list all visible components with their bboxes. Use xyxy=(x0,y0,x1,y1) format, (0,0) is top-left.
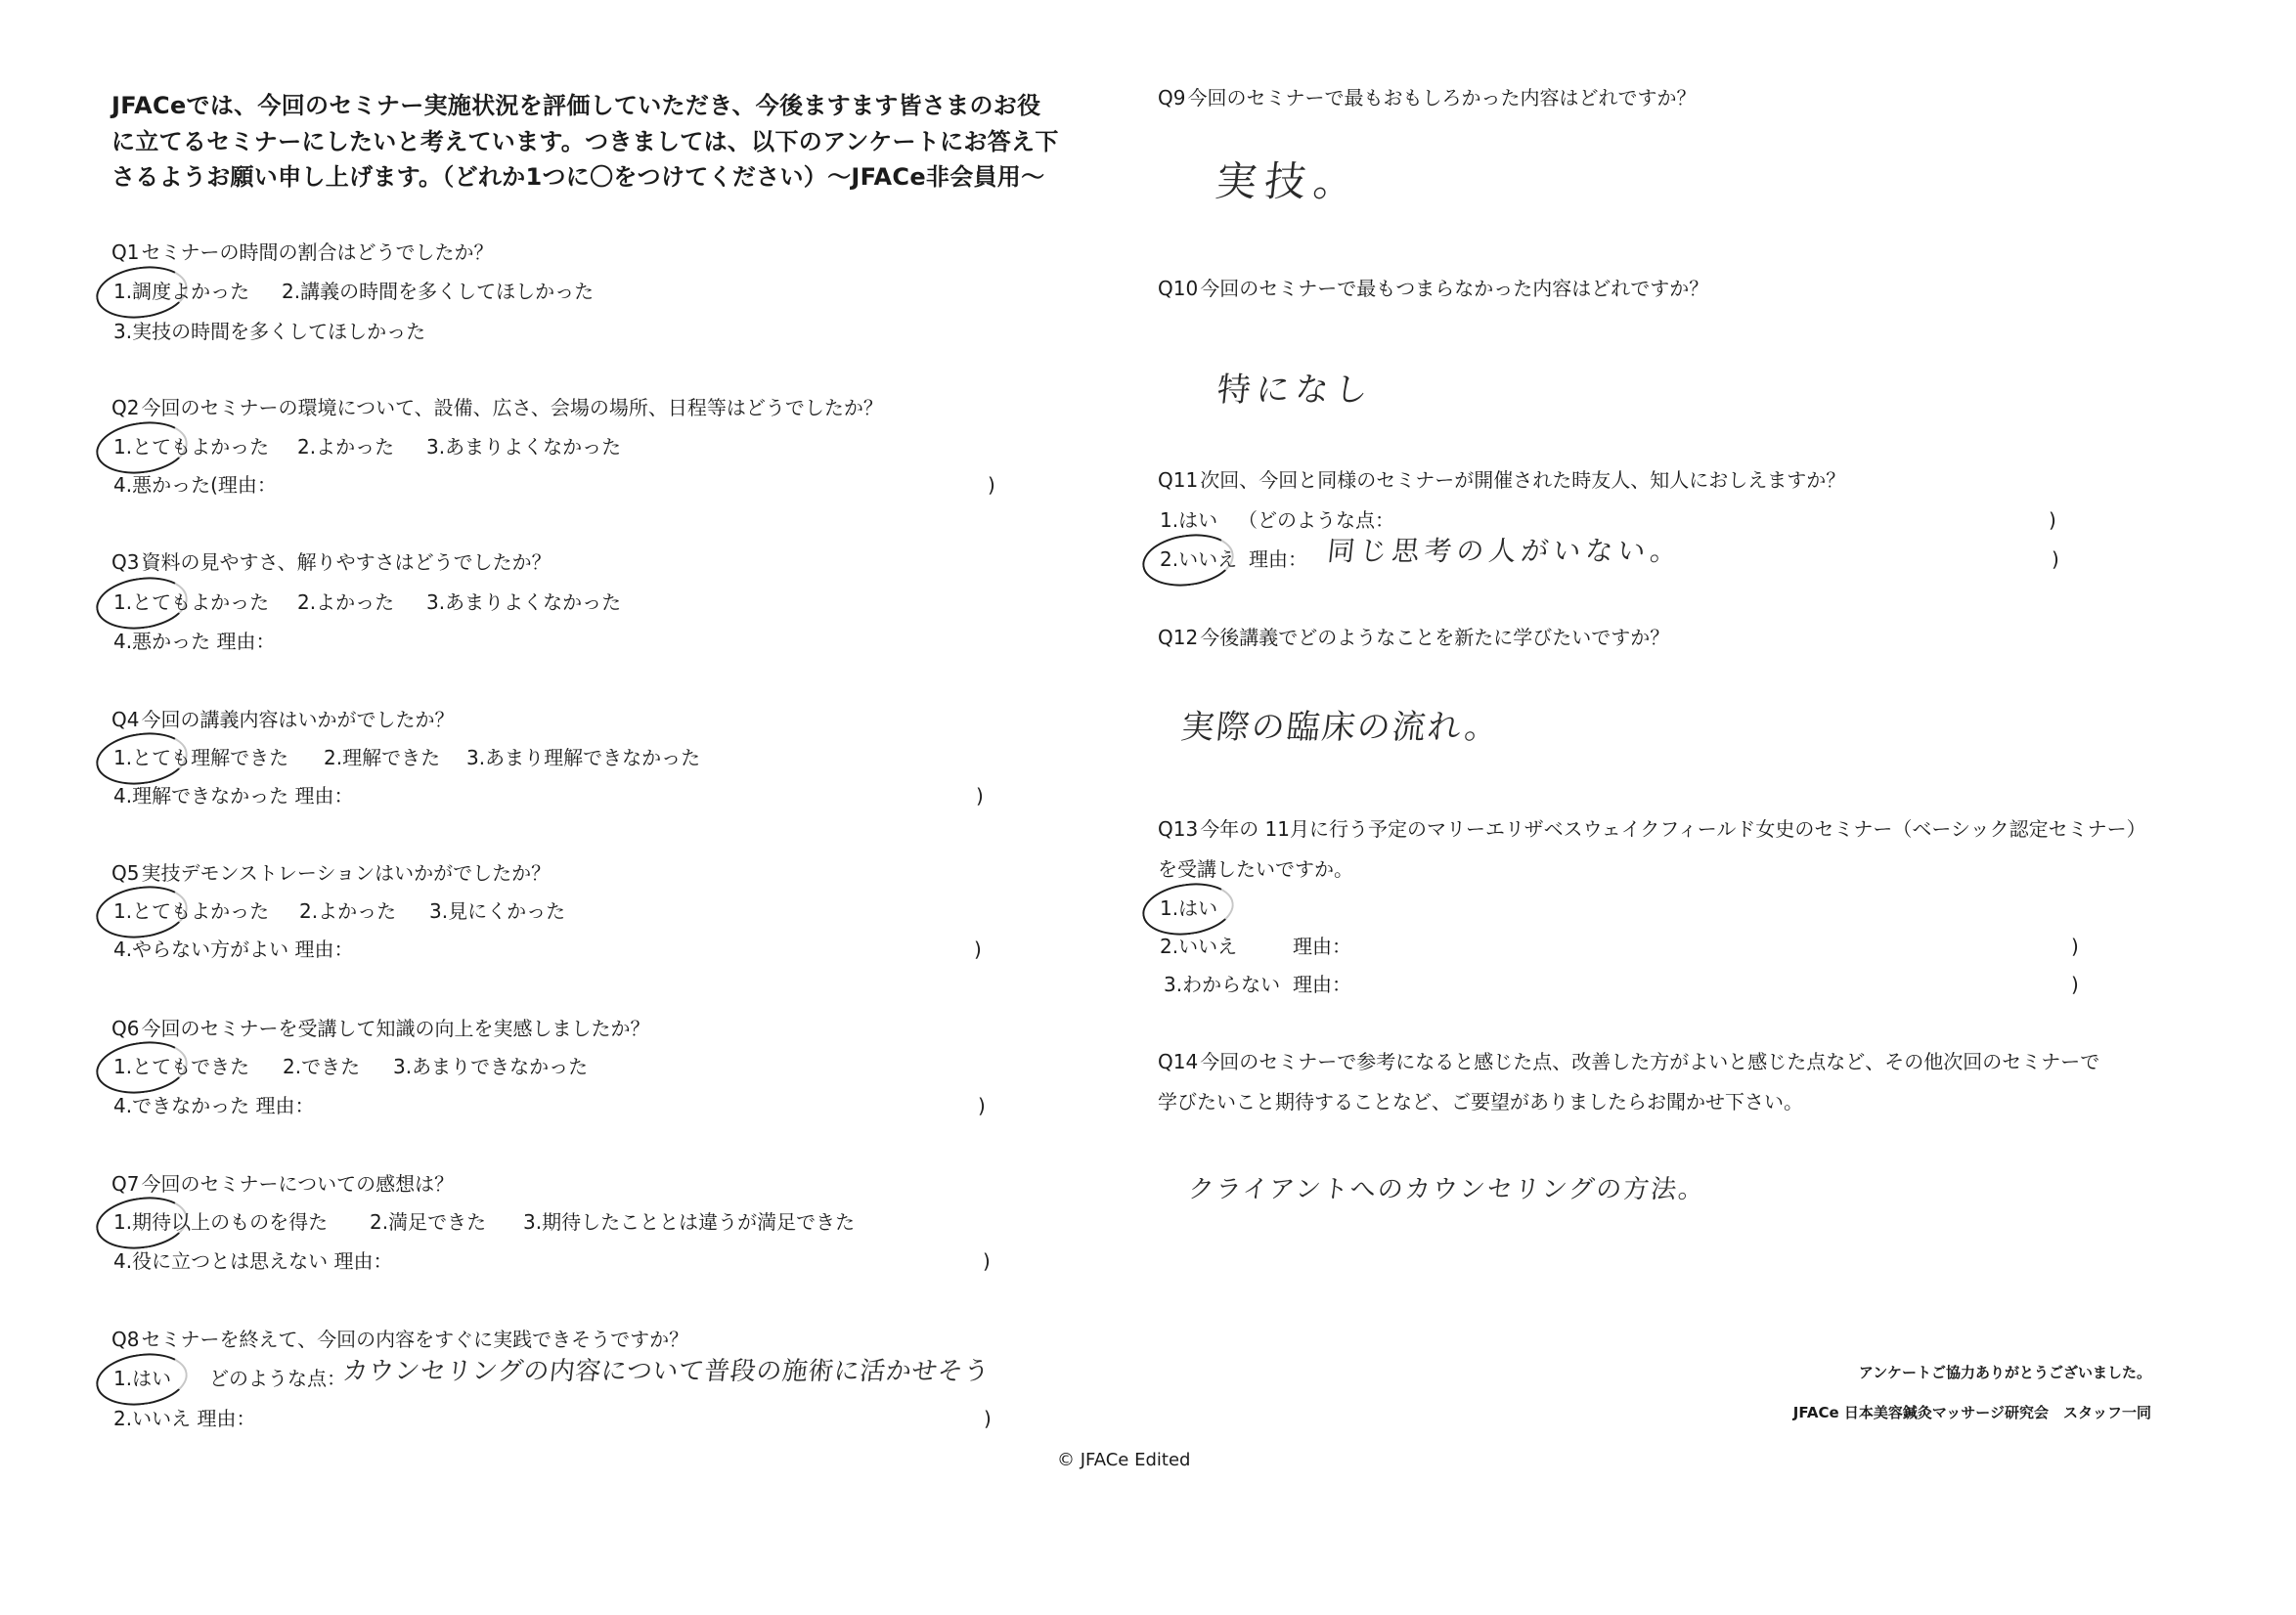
question-number: Q1 xyxy=(111,240,140,264)
reason-close-paren: ) xyxy=(2052,547,2059,571)
question-text: 今回のセミナーの環境について、設備、広さ、会場の場所、日程等はどうでしたか？ xyxy=(141,396,883,419)
option-2: 2.講義の時間を多くしてほしかった xyxy=(282,280,595,303)
reason-close-paren: ) xyxy=(2071,935,2079,958)
option-3: 3.あまりよくなかった xyxy=(426,435,622,458)
question-text: 今回のセミナーで最もおもしろかった内容はどれですか？ xyxy=(1187,86,1697,109)
option-1: 1.とてもよかった xyxy=(113,437,269,457)
question-heading xyxy=(111,398,883,417)
handwritten-answer: カウンセリングの内容について普段の施術に活かせそう xyxy=(340,1357,992,1386)
question-heading xyxy=(1158,279,1708,298)
option-1: 1.はい xyxy=(1160,508,1218,532)
option-2: 2.よかった xyxy=(299,899,397,923)
hand-drawn-circle xyxy=(93,1192,191,1255)
question-number: Q7 xyxy=(111,1172,140,1196)
question-heading xyxy=(111,242,493,262)
option-2: 2.よかった xyxy=(297,590,395,614)
intro-line: さるようお願い申し上げます。（どれか1つに〇をつけてください）～JFACe非会員用～ xyxy=(111,163,1045,191)
option-4: 4.やらない方がよい 理由： xyxy=(113,938,354,961)
reason-close-paren: ) xyxy=(988,473,995,497)
detail-label: （どのような点： xyxy=(1238,508,1394,532)
question-number: Q12 xyxy=(1158,626,1199,649)
option-2: 2.満足できた xyxy=(370,1210,487,1234)
question-heading xyxy=(111,1019,649,1038)
option-1: 1.期待以上のものを得た xyxy=(113,1212,328,1232)
copyright: © JFACe Edited xyxy=(1057,1450,1191,1470)
option-3: 3.あまり理解できなかった xyxy=(466,746,701,769)
option-2: 2.いいえ xyxy=(1160,549,1237,569)
option-4: 4.悪かった(理由： xyxy=(113,473,277,497)
detail-label: どのような点： xyxy=(209,1367,346,1390)
option-1: 1.調度よかった xyxy=(113,282,249,301)
question-heading xyxy=(1158,819,2146,839)
option-3: 3.あまりよくなかった xyxy=(426,590,622,614)
question-text: 今回の講義内容はいかがでしたか？ xyxy=(141,708,455,731)
question-number: Q2 xyxy=(111,396,140,419)
option-3: 3.期待したこととは違うが満足できた xyxy=(523,1210,856,1234)
handwritten-answer: 実際の臨床の流れ。 xyxy=(1178,708,1502,747)
option-1: 1.とてもできた xyxy=(113,1057,249,1076)
option-3: 3.実技の時間を多くしてほしかった xyxy=(113,320,426,343)
reason-close-paren: ) xyxy=(974,938,982,961)
option-2: 2.できた xyxy=(283,1055,361,1078)
question-heading xyxy=(111,1330,688,1349)
question-heading xyxy=(1158,628,1669,647)
question-text: 次回、今回と同様のセミナーが開催された時友人、知人におしえますか？ xyxy=(1200,468,1846,492)
hand-drawn-circle xyxy=(1139,529,1237,592)
organization-signature: JFACe 日本美容鍼灸マッサージ研究会 スタッフ一同 xyxy=(1792,1404,2151,1421)
question-number: Q13 xyxy=(1158,817,1199,841)
reason-close-paren: ) xyxy=(983,1249,991,1273)
question-text: 今回のセミナーについての感想は？ xyxy=(141,1172,455,1196)
reason-close-paren: ) xyxy=(978,1094,986,1117)
question-text: 今年の 11月に行う予定のマリーエリザベスウェイクフィールド女史のセミナー（ベーシック認定セミナー） xyxy=(1200,817,2146,841)
question-number: Q6 xyxy=(111,1017,140,1040)
option-2: 2.理解できた xyxy=(324,746,441,769)
question-number: Q8 xyxy=(111,1328,140,1351)
question-text: 資料の見やすさ、解りやすさはどうでしたか？ xyxy=(141,550,552,574)
question-text: 今回のセミナーで参考になると感じた点、改善した方がよいと感じた点など、その他次回のセミナーで xyxy=(1200,1050,2100,1073)
question-text: 今後講義でどのようなことを新たに学びたいですか？ xyxy=(1200,626,1670,649)
reason-close-paren: ) xyxy=(2049,508,2056,532)
question-text: セミナーの時間の割合はどうでしたか？ xyxy=(141,240,494,264)
question-heading xyxy=(1158,1052,2099,1071)
hand-drawn-circle xyxy=(93,1348,191,1412)
option-1: 1.とても理解できた xyxy=(113,748,288,767)
reason-close-paren: ) xyxy=(984,1407,992,1430)
question-number: Q5 xyxy=(111,861,140,885)
question-number: Q3 xyxy=(111,550,140,574)
hand-drawn-circle xyxy=(93,727,191,791)
question-number: Q14 xyxy=(1158,1050,1199,1073)
question-text: セミナーを終えて、今回の内容をすぐに実践できそうですか？ xyxy=(141,1328,689,1351)
question-number: Q4 xyxy=(111,708,140,731)
question-text: 学びたいこと期待することなど、ご要望がありましたらお聞かせ下さい。 xyxy=(1158,1090,1803,1113)
option-1: 1.とてもよかった xyxy=(113,592,269,612)
option-1: 1.とてもよかった xyxy=(113,901,269,921)
hand-drawn-circle xyxy=(93,1036,191,1100)
handwritten-answer: 実技。 xyxy=(1213,157,1365,205)
question-heading xyxy=(111,710,454,729)
hand-drawn-circle xyxy=(93,261,191,325)
question-heading xyxy=(111,863,551,883)
option-1: 1.はい xyxy=(1160,898,1217,918)
handwritten-answer: 同じ思考の人がいない。 xyxy=(1325,535,1685,567)
reason-close-paren: ) xyxy=(2071,973,2079,996)
hand-drawn-circle xyxy=(93,416,191,480)
option-4: 4.役に立つとは思えない 理由： xyxy=(113,1249,393,1273)
option-4: 4.できなかった 理由： xyxy=(113,1094,315,1117)
question-text: を受講したいですか。 xyxy=(1158,857,1353,881)
question-text: 実技デモンストレーションはいかがでしたか？ xyxy=(141,861,552,885)
reason-label: 理由： xyxy=(1249,547,1307,571)
thanks-note: アンケートご協力ありがとうございました。 xyxy=(1858,1364,2151,1381)
question-number: Q9 xyxy=(1158,86,1186,109)
handwritten-answer: クライアントへのカウンセリングの方法。 xyxy=(1186,1175,1707,1204)
hand-drawn-circle xyxy=(1139,878,1237,941)
option-3: 3.あまりできなかった xyxy=(393,1055,589,1078)
handwritten-answer: 特になし xyxy=(1214,371,1376,410)
reason-label: 理由： xyxy=(1293,973,1351,996)
intro-line: に立てるセミナーにしたいと考えています。つきましては、以下のアンケートにお答え下 xyxy=(111,128,1059,155)
question-heading xyxy=(111,1174,454,1194)
question-heading xyxy=(111,552,552,572)
question-text: 今回のセミナーで最もつまらなかった内容はどれですか？ xyxy=(1200,277,1709,300)
option-2: 2.いいえ 理由： xyxy=(113,1407,256,1430)
question-number: Q11 xyxy=(1158,468,1199,492)
question-number: Q10 xyxy=(1158,277,1199,300)
hand-drawn-circle xyxy=(93,572,191,635)
question-heading xyxy=(1158,470,1845,490)
option-4: 4.悪かった 理由： xyxy=(113,630,276,653)
option-3: 3.見にくかった xyxy=(429,899,566,923)
reason-label: 理由： xyxy=(1293,935,1351,958)
question-heading xyxy=(1158,88,1696,108)
intro-line: JFACeでは、今回のセミナー実施状況を評価していただき、今後ますます皆さまのお役 xyxy=(111,92,1041,119)
option-2: 2.よかった xyxy=(297,435,395,458)
option-3: 3.わからない xyxy=(1164,973,1281,996)
reason-close-paren: ) xyxy=(976,784,984,808)
hand-drawn-circle xyxy=(93,881,191,944)
option-4: 4.理解できなかった 理由： xyxy=(113,784,354,808)
question-text: 今回のセミナーを受講して知識の向上を実感しましたか？ xyxy=(141,1017,650,1040)
option-1: 1.はい xyxy=(113,1369,171,1388)
option-2: 2.いいえ xyxy=(1160,935,1238,958)
